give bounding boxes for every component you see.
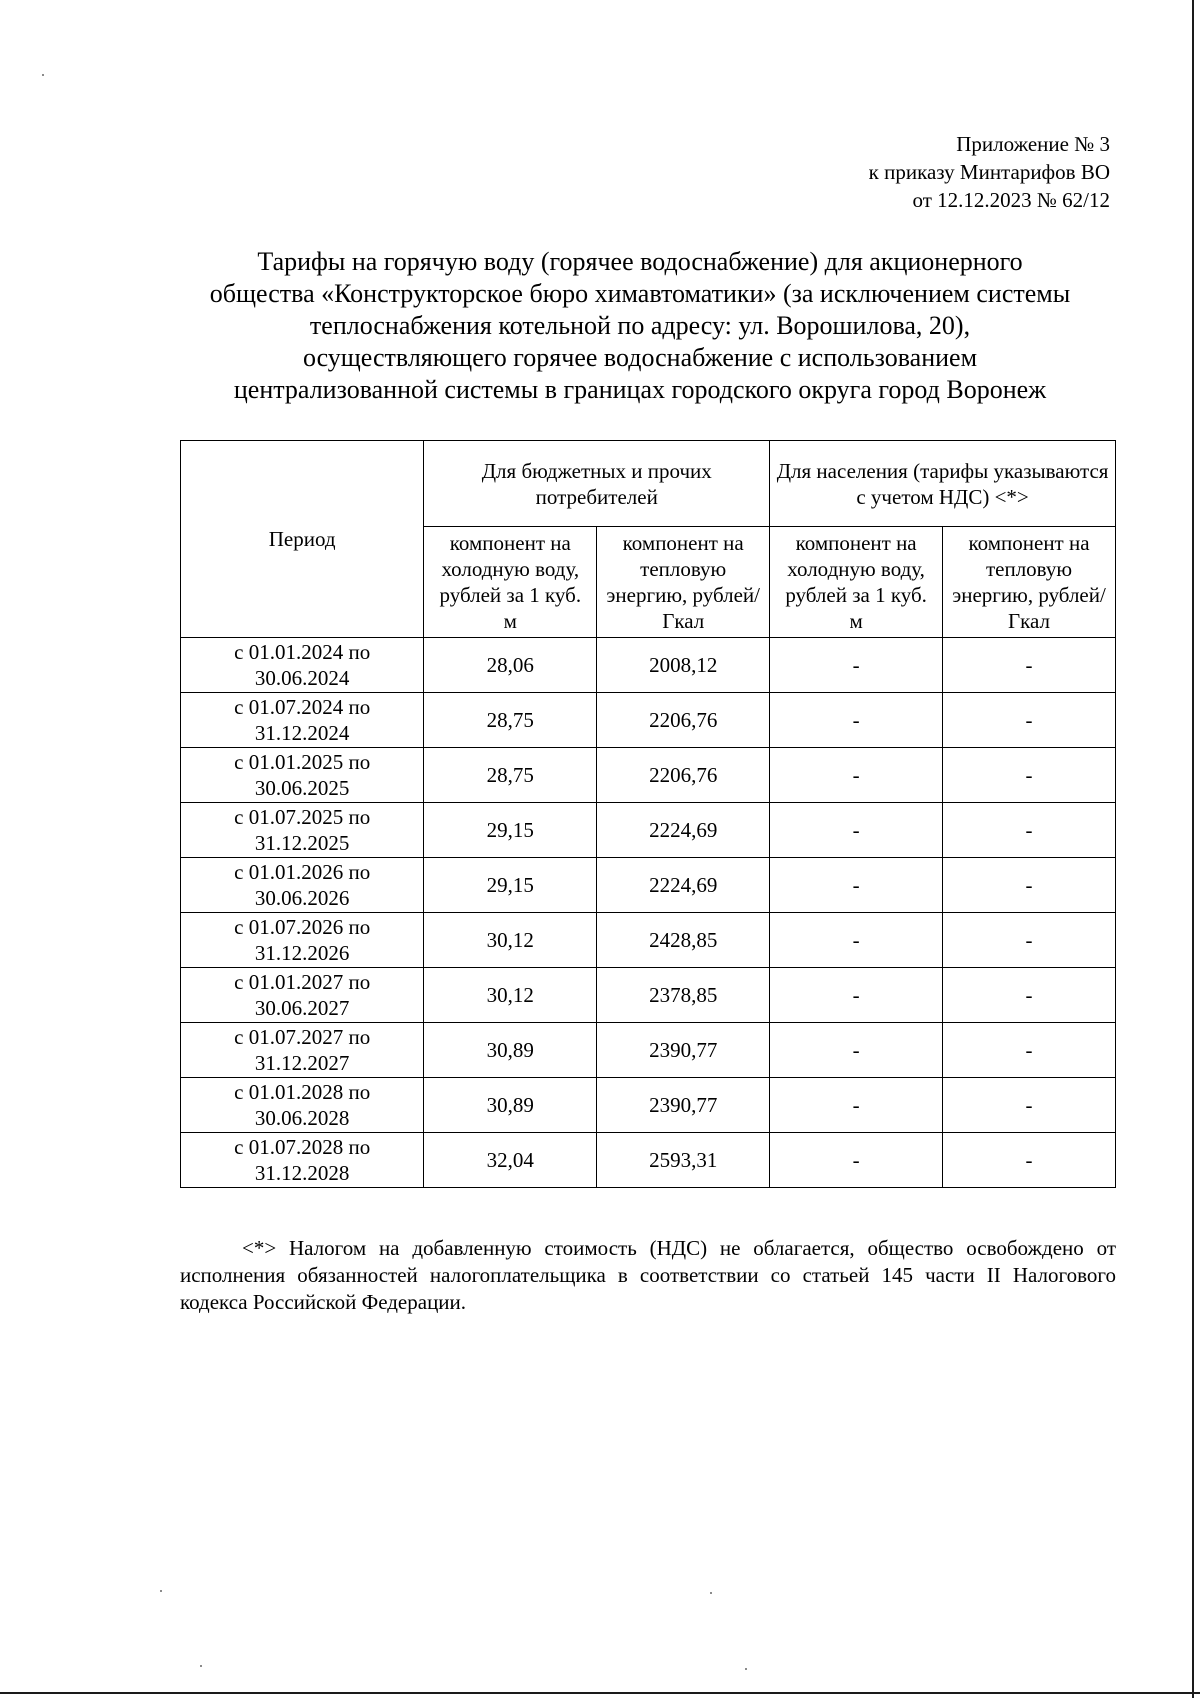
budget-cold-water-value: 28,75 (424, 748, 597, 803)
budget-heat-energy-value: 2390,77 (597, 1023, 770, 1078)
budget-cold-water-value: 30,12 (424, 913, 597, 968)
period-to: 31.12.2028 (254, 1161, 350, 1185)
period-from: с 01.07.2027 по (234, 1025, 371, 1049)
population-cold-water-value: - (770, 693, 943, 748)
population-heat-energy-value: - (943, 968, 1116, 1023)
vat-footnote: <*> Налогом на добавленную стоимость (НДС) не облагается, общество освобождено от исполнения обязанностей налогоплательщика в соответствии со статьей 145 части II Налогового кодекса Российской Федерации. (180, 1236, 1116, 1314)
table-row (181, 1023, 1116, 1078)
population-cold-water-value: - (770, 638, 943, 693)
table-row (181, 1078, 1116, 1133)
population-cold-water-value: - (770, 748, 943, 803)
period-from: с 01.01.2025 по (234, 750, 371, 774)
population-heat-energy-value: - (943, 1133, 1116, 1188)
table-row (181, 748, 1116, 803)
title-line: централизованной системы в границах городского округа город Воронеж (233, 375, 1047, 404)
budget-heat-energy-value: 2224,69 (597, 858, 770, 913)
budget-heat-energy-value: 2390,77 (597, 1078, 770, 1133)
period-header: Период (181, 441, 424, 638)
population-cold-water-value: - (770, 803, 943, 858)
budget-cold-water-value: 29,15 (424, 858, 597, 913)
period-to: 31.12.2026 (254, 941, 350, 965)
population-header: Для населения (тарифы указываются с учетом НДС) <*> (770, 441, 1116, 527)
population-heat-energy-value: - (943, 748, 1116, 803)
population-heat-energy-value: - (943, 1078, 1116, 1133)
scan-speck (745, 1668, 747, 1670)
period-to: 30.06.2028 (254, 1106, 350, 1130)
budget-cold-water-value: 28,75 (424, 693, 597, 748)
budget-heat-energy-value: 2206,76 (597, 748, 770, 803)
budget-heat-energy-value: 2428,85 (597, 913, 770, 968)
table-row (181, 1133, 1116, 1188)
population-cold-water-value: - (770, 1023, 943, 1078)
scan-speck (710, 1592, 712, 1594)
page-edge-bottom (0, 1692, 1200, 1694)
budget-heat-energy-value: 2008,12 (597, 638, 770, 693)
budget-cold-water-value: 29,15 (424, 803, 597, 858)
period-to: 30.06.2026 (254, 886, 350, 910)
budget-heat-energy-value: 2593,31 (597, 1133, 770, 1188)
table-row (181, 693, 1116, 748)
population-heat-energy-value: - (943, 858, 1116, 913)
budget-heat-energy-value: 2378,85 (597, 968, 770, 1023)
budget-cold-water-value: 30,12 (424, 968, 597, 1023)
scan-speck (200, 1665, 202, 1667)
table-row (181, 638, 1116, 693)
table-row (181, 913, 1116, 968)
period-cell (181, 693, 424, 748)
period-cell (181, 858, 424, 913)
budget-cold-water-value: 32,04 (424, 1133, 597, 1188)
population-cold-water-value: - (770, 1078, 943, 1133)
population-cold-water-value: - (770, 968, 943, 1023)
period-to: 30.06.2025 (254, 776, 350, 800)
title-line: осуществляющего горячее водоснабжение с использованием (302, 343, 978, 372)
population-cold-water-value: - (770, 1133, 943, 1188)
population-heat-energy-value: - (943, 638, 1116, 693)
title-line: теплоснабжения котельной по адресу: ул. Ворошилова, 20), (309, 311, 971, 340)
table-row (181, 858, 1116, 913)
period-from: с 01.01.2026 по (234, 860, 371, 884)
population-heat-energy-value: - (943, 803, 1116, 858)
population-heat-energy-value: - (943, 1023, 1116, 1078)
period-cell (181, 803, 424, 858)
table-row (181, 968, 1116, 1023)
order-date: от 12.12.2023 № 62/12 (912, 188, 1110, 212)
budget-cold-water-value: 30,89 (424, 1023, 597, 1078)
order-reference: к приказу Минтарифов ВО (868, 160, 1110, 184)
period-to: 30.06.2027 (254, 996, 350, 1020)
period-to: 31.12.2025 (254, 831, 350, 855)
appendix-number: Приложение № 3 (956, 132, 1110, 156)
scan-speck (160, 1590, 162, 1592)
table-row (181, 803, 1116, 858)
period-to: 31.12.2024 (254, 721, 350, 745)
period-cell (181, 1133, 424, 1188)
population-cold-water-value: - (770, 913, 943, 968)
budget-heat-energy-value: 2224,69 (597, 803, 770, 858)
period-to: 31.12.2027 (254, 1051, 350, 1075)
document-title (160, 246, 1120, 406)
table-body (181, 638, 1116, 1188)
title-line: общества «Конструкторское бюро химавтоматики» (за исключением системы (209, 279, 1071, 308)
period-cell (181, 1078, 424, 1133)
budget-cold-water-value: 30,89 (424, 1078, 597, 1133)
period-from: с 01.07.2028 по (234, 1135, 371, 1159)
period-from: с 01.07.2024 по (234, 695, 371, 719)
tariff-table (180, 440, 1116, 1188)
period-cell (181, 968, 424, 1023)
budget-consumers-header: Для бюджетных и прочих потребителей (424, 441, 770, 527)
budget-cold-water-header: компонент на холодную воду, рублей за 1 куб. м (424, 527, 597, 638)
period-from: с 01.07.2025 по (234, 805, 371, 829)
title-line: Тарифы на горячую воду (горячее водоснабжение) для акционерного (257, 247, 1023, 276)
population-cold-water-header: компонент на холодную воду, рублей за 1 куб. м (770, 527, 943, 638)
period-from: с 01.01.2024 по (234, 640, 371, 664)
period-from: с 01.07.2026 по (234, 915, 371, 939)
period-from: с 01.01.2028 по (234, 1080, 371, 1104)
period-from: с 01.01.2027 по (234, 970, 371, 994)
population-heat-energy-value: - (943, 913, 1116, 968)
budget-heat-energy-header: компонент на тепловую энергию, рублей/Гкал (597, 527, 770, 638)
period-cell (181, 1023, 424, 1078)
population-heat-energy-value: - (943, 693, 1116, 748)
population-cold-water-value: - (770, 858, 943, 913)
population-heat-energy-header: компонент на тепловую энергию, рублей/Гкал (943, 527, 1116, 638)
appendix-header (869, 130, 1110, 214)
period-cell (181, 748, 424, 803)
period-cell (181, 913, 424, 968)
budget-heat-energy-value: 2206,76 (597, 693, 770, 748)
budget-cold-water-value: 28,06 (424, 638, 597, 693)
period-to: 30.06.2024 (254, 666, 350, 690)
table-header-row (181, 441, 1116, 527)
period-cell (181, 638, 424, 693)
page-edge-right (1192, 0, 1194, 1698)
scan-speck (42, 74, 44, 76)
